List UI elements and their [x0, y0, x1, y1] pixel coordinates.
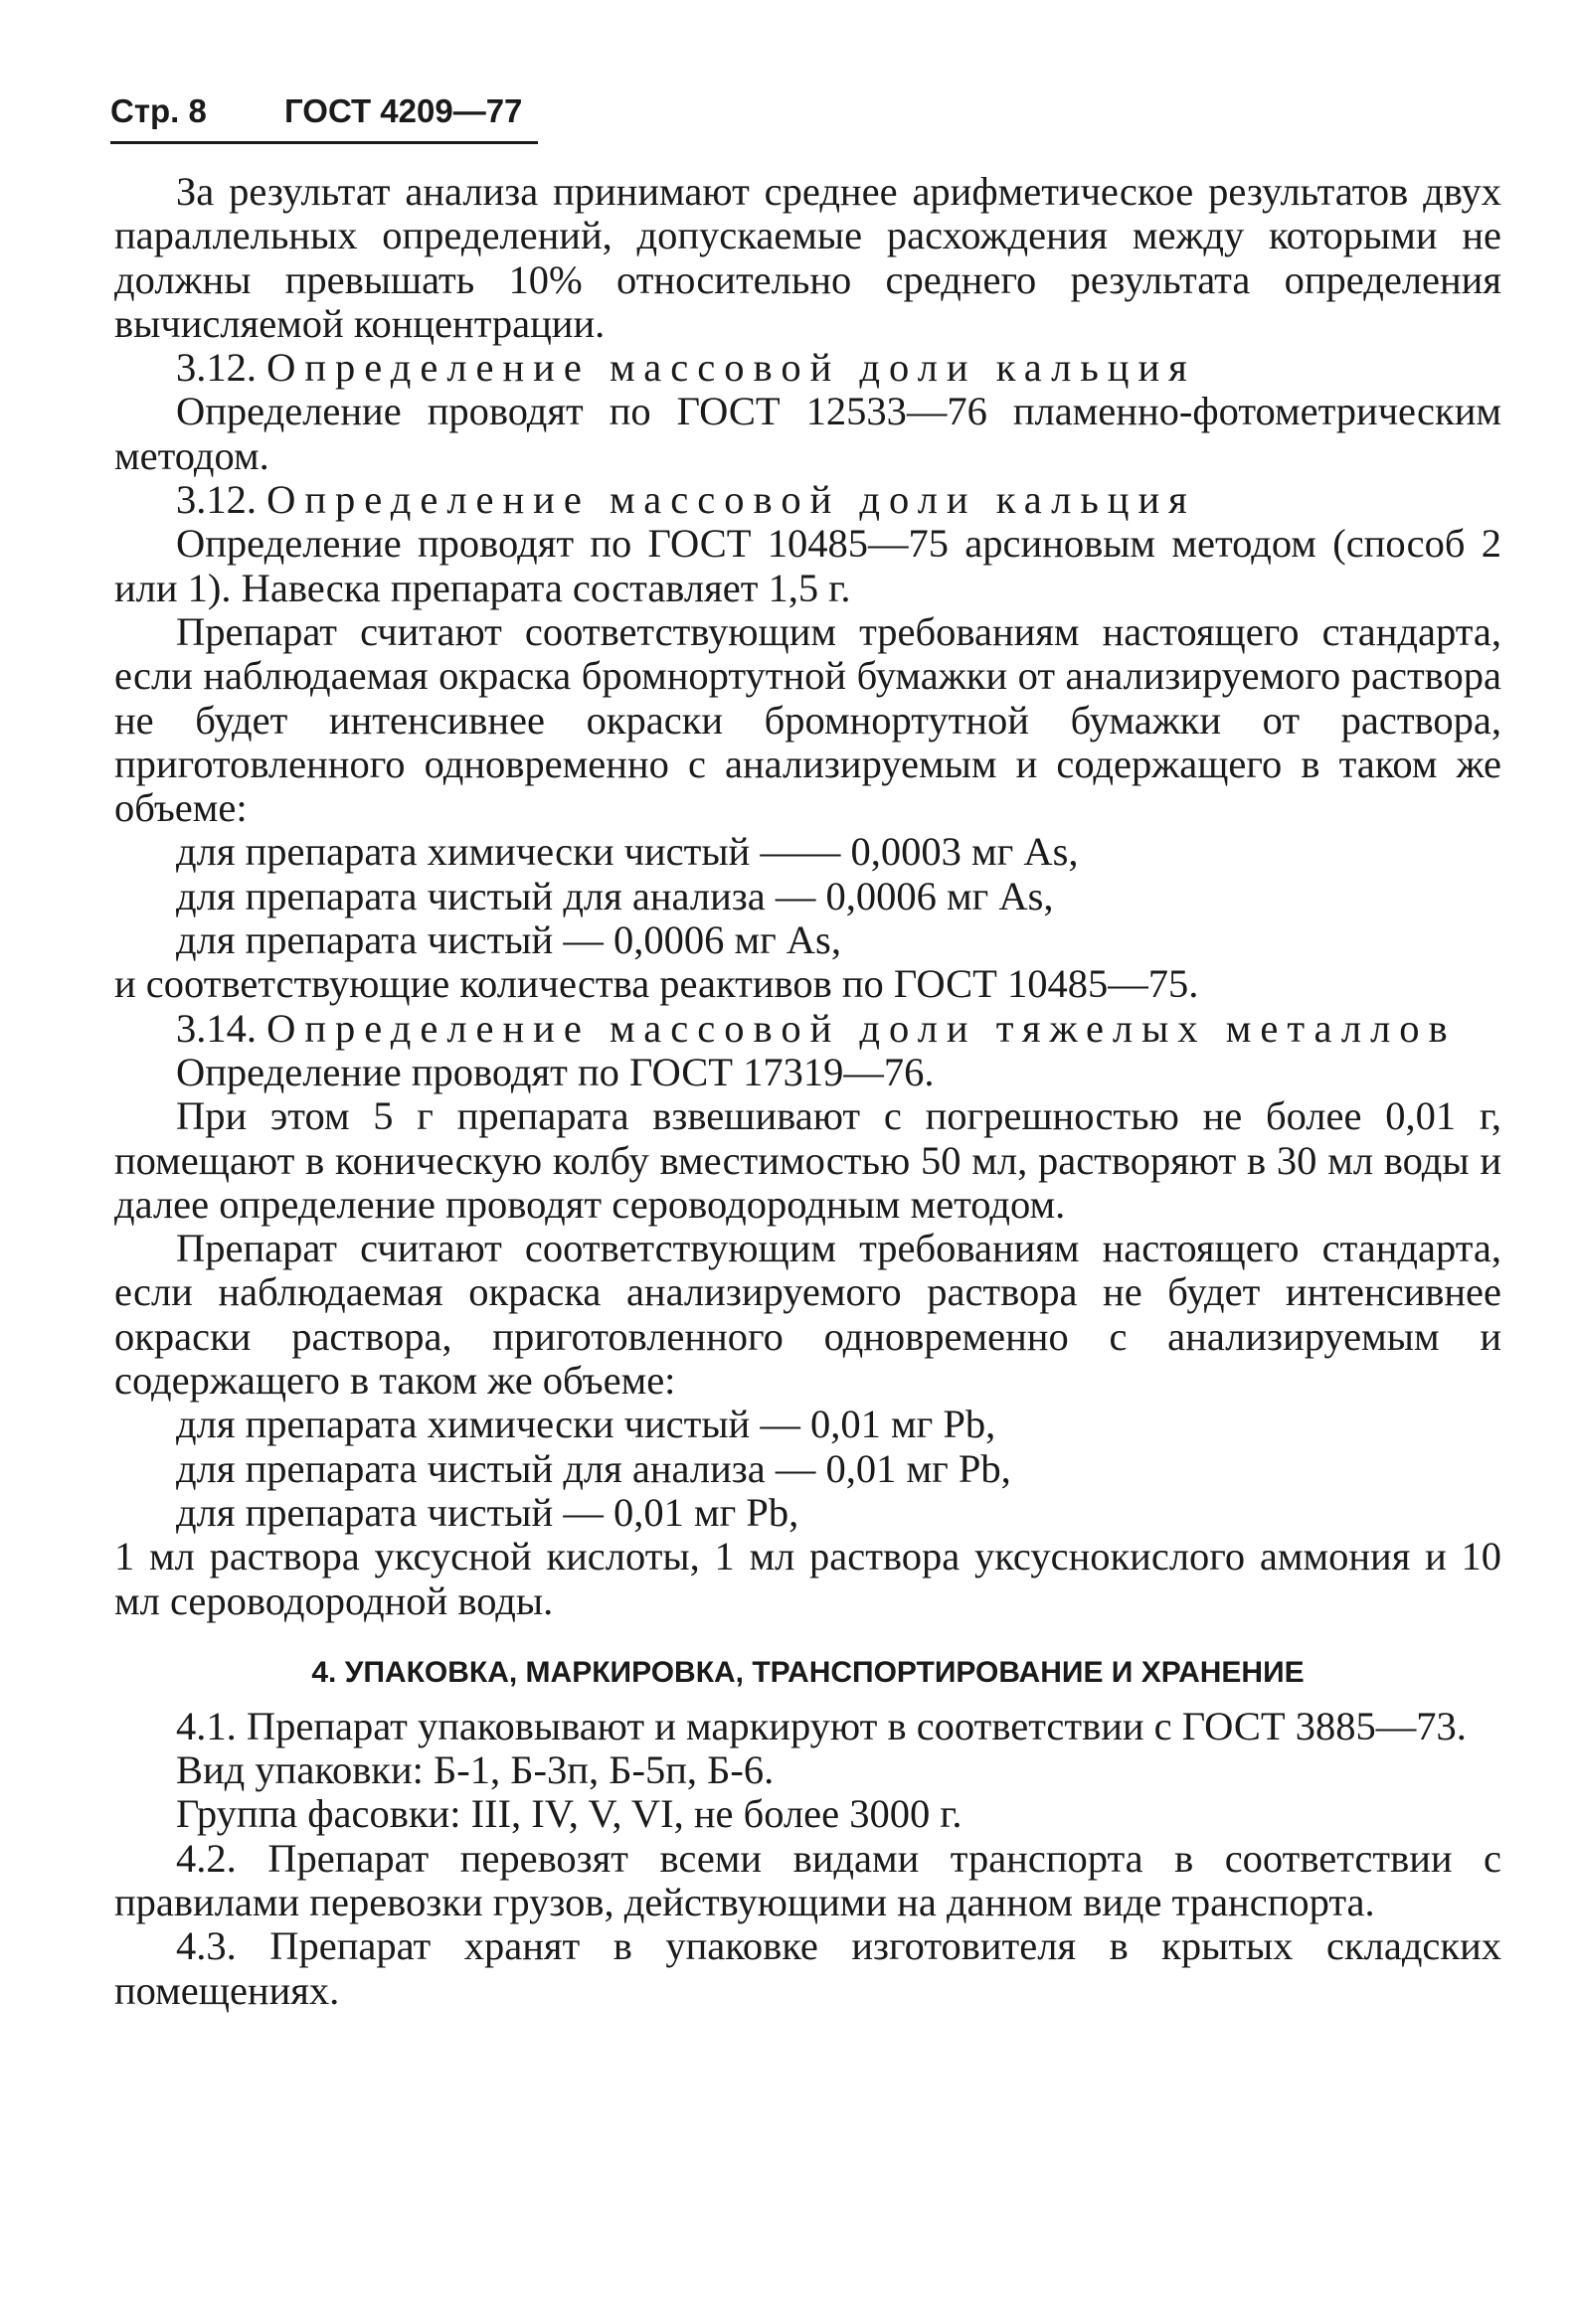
- paragraph-package-group: Группа фасовки: III, IV, V, VI, не более 3000 г.: [176, 1791, 962, 1837]
- clause-title: Определение массовой доли тяжелых металлов: [266, 1005, 1457, 1051]
- paragraph-package-type: Вид упаковки: Б-1, Б-3п, Б-5п, Б-6.: [176, 1747, 775, 1793]
- paragraph-sample-prep: При этом 5 г препарата взвешивают с погрешностью не более 0,01 г, помещают в коническую колбу вместимостью 50 мл, растворяют в 30 мл воды и далее определение проводят сероводородным методом.: [114, 1093, 1501, 1227]
- paragraph-method-arsine: Определение проводят по ГОСТ 10485—75 арсиновым методом (способ 2 или 1). Навеска препарата составляет 1,5 г.: [114, 521, 1501, 610]
- page-header: [110, 82, 538, 141]
- section-heading-3-12-b: [114, 478, 1501, 522]
- list-item-pb-chda: для препарата химически чистый — 0,01 мг Pb,: [176, 1402, 996, 1447]
- paragraph-method-flame: Определение проводят по ГОСТ 12533—76 пламенно-фотометрическим методом.: [114, 389, 1501, 478]
- section-heading-3-12-a: [114, 346, 1501, 390]
- list-item-pb-ch: для препарата чистый — 0,01 мг Pb,: [176, 1489, 799, 1535]
- section-heading-3-14: [114, 1007, 1501, 1051]
- paragraph-4-2: 4.2. Препарат перевозят всеми видами транспорта в соответствии с правилами перевозки грузов, действующими на данном виде транспорта.: [114, 1835, 1501, 1924]
- clause-title: Определение массовой доли кальция: [266, 477, 1196, 523]
- list-item-as-ch: для препарата чистый — 0,0006 мг As,: [176, 917, 841, 963]
- paragraph-criterion-pb: Препарат считают соответствующим требованиям настоящего стандарта, если наблюдаемая окраска анализируемого раствора не будет интенсивнее окраски раствора, приготовленного одновременно с анализируемым и содержащего в таком же объеме:: [114, 1226, 1501, 1404]
- page-number: Стр. 8: [110, 92, 207, 129]
- list-item-pb-cha: для препарата чистый для анализа — 0,01 мг Pb,: [176, 1445, 1011, 1491]
- clause-number: 3.14.: [176, 1005, 257, 1051]
- clause-title: Определение массовой доли кальция: [266, 345, 1196, 391]
- paragraph-4-1: 4.1. Препарат упаковывают и маркируют в соответствии с ГОСТ 3885—73.: [176, 1703, 1467, 1748]
- paragraph-result: За результат анализа принимают среднее арифметическое результатов двух параллельных определений, допускаемые расхождения между которыми не должны превышать 10% относительно среднего результата определения вычисляемой концентрации.: [114, 169, 1501, 346]
- header-rule: [110, 141, 538, 144]
- clause-number: 3.12.: [176, 477, 257, 523]
- paragraph-criterion-as: Препарат считают соответствующим требованиям настоящего стандарта, если наблюдаемая окраска бромнортутной бумажки от анализируемого раствора не будет интенсивнее окраски бромнортутной бумажки от раствора, приготовленного одновременно с анализируемым и содержащего в таком же объеме:: [114, 608, 1501, 831]
- paragraph-reagents-as: и соответствующие количества реактивов по ГОСТ 10485—75.: [114, 961, 1199, 1007]
- section-4-heading: 4. УПАКОВКА, МАРКИРОВКА, ТРАНСПОРТИРОВАНИЕ И ХРАНЕНИЕ: [311, 1655, 1305, 1689]
- document-body: [114, 170, 1501, 2013]
- paragraph-method-heavy-metals: Определение проводят по ГОСТ 17319—76.: [176, 1049, 935, 1094]
- list-item-as-chda: для препарата химически чистый —— 0,0003 мг As,: [176, 829, 1079, 875]
- clause-number: 3.12.: [176, 345, 257, 391]
- list-item-as-cha: для препарата чистый для анализа — 0,0006 мг As,: [176, 873, 1054, 918]
- paragraph-4-3: 4.3. Препарат хранят в упаковке изготовителя в крытых складских помещениях.: [114, 1923, 1501, 2013]
- paragraph-reagents-pb: 1 мл раствора уксусной кислоты, 1 мл раствора уксуснокислого аммония и 10 мл сероводородной воды.: [114, 1534, 1501, 1623]
- standard-number: ГОСТ 4209—77: [284, 92, 523, 129]
